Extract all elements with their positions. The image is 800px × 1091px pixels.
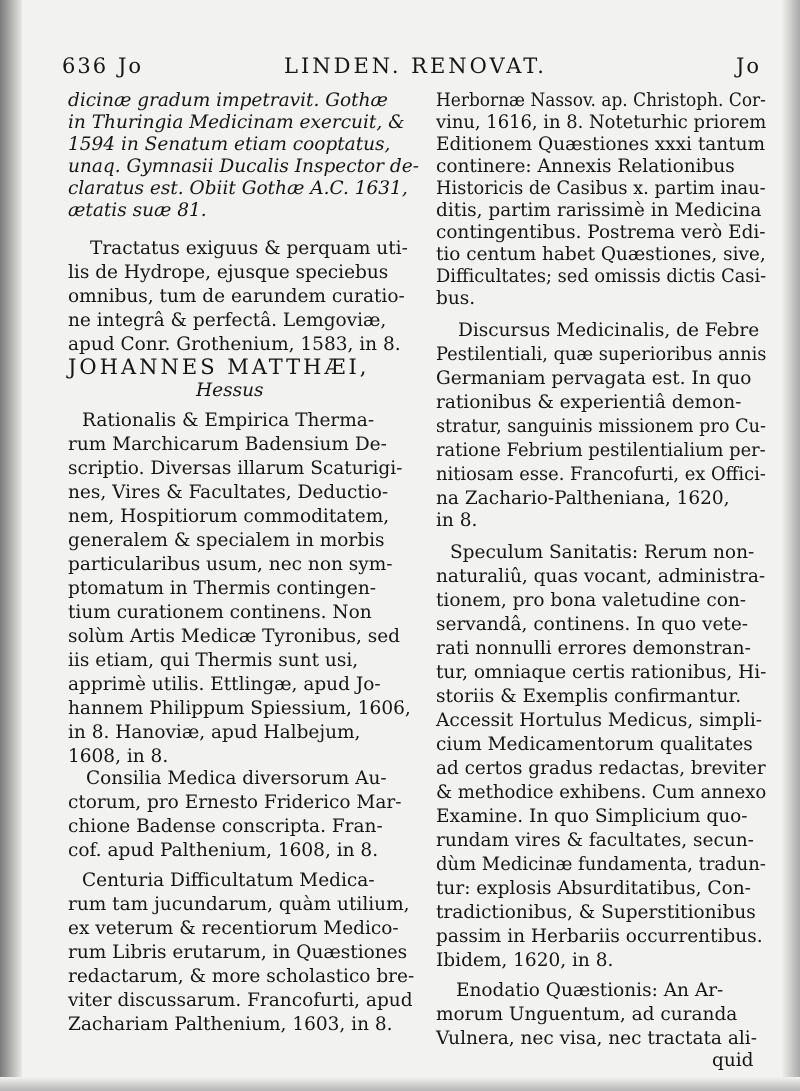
text-line: omnibus, tum de earundem curatio- — [68, 286, 405, 307]
text-line: Centuria Difficultatum Medica- — [82, 870, 375, 891]
text-line: rum Marchicarum Badensium De- — [68, 434, 387, 455]
text-line: storiis & Exemplis confirmantur. — [436, 686, 742, 707]
text-line: Pestilentiali, quæ superioribus annis — [436, 344, 767, 365]
header-head-word: Jo — [118, 54, 144, 78]
text-line: particularibus usum, nec non sym- — [68, 554, 393, 575]
text-line: quid — [712, 1050, 754, 1071]
page-gutter-shadow — [0, 0, 22, 1091]
text-line: continere: Annexis Relationibus — [436, 156, 735, 177]
text-line: viter discussarum. Francofurti, apud — [68, 990, 413, 1011]
text-line: morum Unguentum, ad curanda — [436, 1004, 738, 1025]
text-line: nitiosam esse. Francofurti, ex Offici- — [436, 464, 766, 485]
text-line: Discursus Medicinalis, de Febre — [458, 320, 760, 341]
text-line: tium curationem continens. Non — [68, 602, 372, 623]
text-line: 1594 in Senatum etiam cooptatus, — [68, 134, 391, 155]
text-line: ad certos gradus redactas, breviter — [436, 758, 766, 779]
page-edge-shadow — [782, 0, 800, 1091]
text-line: rum tam jucundarum, quàm utilium, — [68, 894, 410, 915]
text-line: bus. — [436, 288, 476, 309]
text-line: Historicis de Casibus x. partim inau- — [436, 178, 766, 199]
text-line: contingentibus. Postrema verò Edi- — [436, 222, 766, 243]
page-number: 636 — [62, 54, 109, 78]
text-line: Herbornæ Nassov. ap. Christoph. Cor- — [436, 90, 766, 111]
text-line: apprimè utilis. Ettlingæ, apud Jo- — [68, 674, 381, 695]
text-line: dicinæ gradum impetravit. Gothæ — [68, 90, 388, 111]
text-line: ne integrâ & perfectâ. Lemgoviæ, — [68, 310, 387, 331]
text-line: tur: explosis Absurditatibus, Con- — [436, 878, 751, 899]
text-line: Rationalis & Empirica Therma- — [82, 410, 375, 431]
text-line: ptomatum in Thermis contingen- — [68, 578, 376, 599]
text-line: cium Medicamentorum qualitates — [436, 734, 753, 755]
text-line: generalem & specialem in morbis — [68, 530, 385, 551]
text-line: Enodatio Quæstionis: An Ar- — [456, 980, 724, 1001]
text-line: vinu, 1616, in 8. Noteturhic priorem — [436, 112, 767, 133]
text-line: solùm Artis Medicæ Tyronibus, sed — [68, 626, 400, 647]
text-line: scriptio. Diversas illarum Scaturigi- — [68, 458, 403, 479]
text-line: & methodice exhibens. Cum annexo — [436, 782, 767, 803]
text-line: nes, Vires & Facultates, Deductio- — [68, 482, 389, 503]
text-line: ditis, partim rarissimè in Medicina — [436, 200, 762, 221]
text-line: cof. apud Palthenium, 1608, in 8. — [68, 840, 379, 861]
text-line: 1608, in 8. — [68, 746, 169, 767]
text-line: nem, Hospitiorum commoditatem, — [68, 506, 390, 527]
text-line: tionem, pro bona valetudine con- — [436, 590, 747, 611]
page-bottom-edge — [0, 1077, 800, 1091]
text-line: hannem Philippum Spiessium, 1606, — [68, 698, 411, 719]
text-line: chione Badense conscripta. Fran- — [68, 816, 383, 837]
text-line: ratione Febrium pestilentialium per- — [436, 440, 766, 461]
text-line: redactarum, & more scholastico bre- — [68, 966, 415, 987]
text-line: lis de Hydrope, ejusque speciebus — [68, 262, 389, 283]
text-line: servandâ, continens. In quo vete- — [436, 614, 749, 635]
text-line: na Zachario-Paltheniana, 1620, — [436, 488, 730, 509]
text-line: tio centum habet Quæstiones, sive, — [436, 244, 766, 265]
text-line: JOHANNES MATTHÆI, — [68, 355, 370, 379]
running-header — [0, 54, 800, 90]
text-line: in 8. Hanoviæ, apud Halbejum, — [68, 722, 361, 743]
text-line: rum Libris erutarum, in Quæstiones — [68, 942, 408, 963]
text-line: Germaniam pervagata est. In quo — [436, 368, 752, 389]
text-line: ætatis suæ 81. — [68, 200, 207, 221]
text-line: Hessus — [196, 380, 264, 401]
text-line: Difficultates; sed omissis dictis Casi- — [436, 266, 767, 287]
text-line: iis etiam, qui Thermis sunt usi, — [68, 650, 359, 671]
text-line: passim in Herbariis occurrentibus. — [436, 926, 763, 947]
text-line: dùm Medicinæ fundamenta, tradun- — [436, 854, 766, 875]
text-line: tradictionibus, & Superstitionibus — [436, 902, 756, 923]
text-line: in 8. — [436, 510, 478, 531]
text-line: in Thuringia Medicinam exercuit, & — [68, 112, 405, 133]
text-line: Consilia Medica diversorum Au- — [86, 768, 387, 789]
text-line: rundam vires & facultates, secun- — [436, 830, 754, 851]
text-line: tur, omniaque certis rationibus, Hi- — [436, 662, 767, 683]
text-line: rati nonnulli errores demonstran- — [436, 638, 751, 659]
running-title: LINDEN. RENOVAT. — [284, 54, 547, 78]
text-line: Examine. In quo Simplicium quo- — [436, 806, 748, 827]
text-line: Ibidem, 1620, in 8. — [436, 950, 614, 971]
text-line: claratus est. Obiit Gothæ A.C. 1631, — [68, 178, 408, 199]
text-line: Speculum Sanitatis: Rerum non- — [450, 542, 755, 563]
text-line: unaq. Gymnasii Ducalis Inspector de- — [68, 156, 419, 177]
text-line: naturaliû, quas vocant, administra- — [436, 566, 766, 587]
text-line: rationibus & experientiâ demon- — [436, 392, 742, 413]
text-line: Accessit Hortulus Medicus, simpli- — [436, 710, 762, 731]
header-catchword: Jo — [736, 54, 762, 78]
text-line: ctorum, pro Ernesto Friderico Mar- — [68, 792, 402, 813]
text-line: apud Conr. Grothenium, 1583, in 8. — [68, 334, 401, 355]
text-line: Vulnera, nec visa, nec tractata ali- — [436, 1028, 757, 1049]
text-line: stratur, sanguinis missionem pro Cu- — [436, 416, 766, 437]
text-line: Editionem Quæstiones xxxi tantum — [436, 134, 766, 155]
text-line: Tractatus exiguus & perquam uti- — [90, 238, 408, 259]
text-line: ex veterum & recentiorum Medico- — [68, 918, 399, 939]
text-line: Zachariam Palthenium, 1603, in 8. — [68, 1014, 393, 1035]
